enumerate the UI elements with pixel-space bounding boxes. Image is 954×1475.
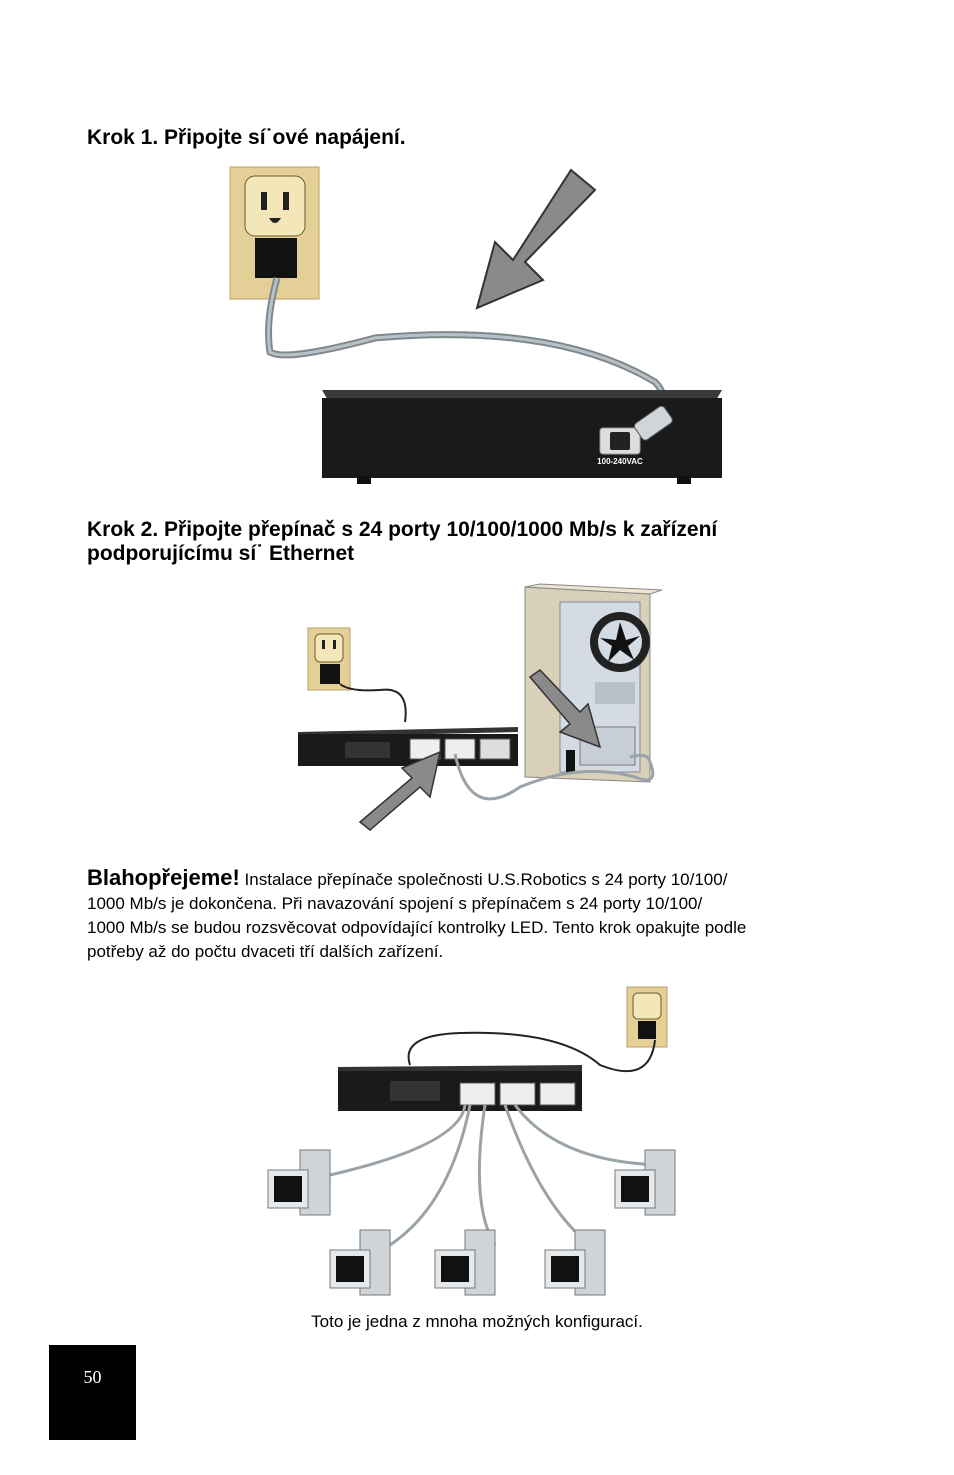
switch-icon bbox=[322, 390, 722, 484]
page-number: 50 bbox=[83, 1367, 102, 1387]
page-number-box bbox=[49, 1345, 136, 1440]
congrats-line3: 1000 Mb/s se budou rozsvěcovat odpovídající kontrolky LED. Tento krok opakujte podle bbox=[87, 918, 747, 937]
computer-icon bbox=[435, 1230, 495, 1295]
congrats-line2: 1000 Mb/s je dokončena. Při navazování spojení s přepínačem s 24 porty 10/100/ bbox=[87, 894, 703, 913]
step2-illustration bbox=[290, 582, 670, 832]
step3-illustration bbox=[260, 985, 700, 1310]
switch-icon bbox=[338, 1065, 582, 1111]
step2-heading bbox=[87, 518, 867, 566]
arrow-icon bbox=[477, 170, 595, 308]
wall-outlet-icon bbox=[308, 628, 350, 690]
computer-icon bbox=[545, 1230, 605, 1295]
computer-icon bbox=[268, 1150, 330, 1215]
voltage-label: 100-240VAC bbox=[597, 457, 643, 466]
switch-icon bbox=[298, 727, 518, 766]
step2-heading-line2: podporujícímu sí˙ Ethernet bbox=[87, 542, 355, 565]
congrats-line1: Instalace přepínače společnosti U.S.Robotics s 24 porty 10/100/ bbox=[239, 870, 728, 889]
figure-caption: Toto je jedna z mnoha možných konfigurací. bbox=[311, 1312, 643, 1331]
wall-outlet-icon bbox=[627, 987, 667, 1047]
congrats-paragraph bbox=[87, 866, 877, 964]
step2-heading-line1: Krok 2. Připojte přepínač s 24 porty 10/100/1000 Mb/s k zařízení bbox=[87, 518, 718, 541]
computer-icon bbox=[615, 1150, 675, 1215]
computer-icon bbox=[330, 1230, 390, 1295]
step1-illustration bbox=[225, 162, 730, 492]
congrats-lead: Blahopřejeme! bbox=[87, 865, 240, 890]
step1-heading: Krok 1. Připojte sí˙ové napájení. bbox=[87, 126, 406, 149]
congrats-line4: potřeby až do počtu dvaceti tří dalších zařízení. bbox=[87, 942, 444, 961]
